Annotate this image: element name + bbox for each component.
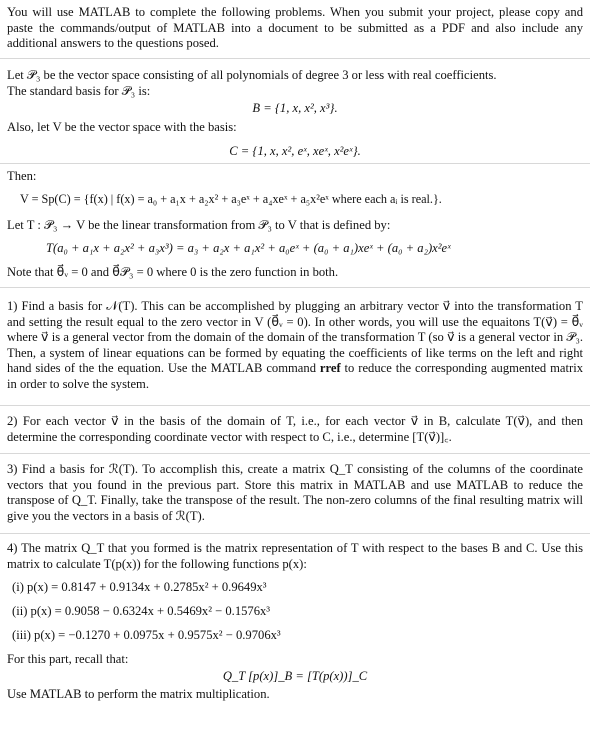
q4-item-ii: (ii) p(x) = 0.9058 − 0.6324x + 0.5469x² − 0.1576x³ <box>12 604 271 618</box>
then-label: Then: <box>7 169 37 183</box>
intro-paragraph: You will use MATLAB to complete the following problems. When you submit your project, please copy and paste the commands/output of MATLAB into a document to be submitted as a PDF and also include any additional answers to the questions posed. <box>7 5 583 51</box>
transformation-definition-line: Let T : 𝒫₃ → V be the linear transformation from 𝒫₃ to V that is defined by: <box>7 218 391 232</box>
standard-basis-label: The standard basis for 𝒫₃ is: <box>7 84 151 98</box>
section-divider <box>0 453 590 454</box>
question-2: 2) For each vector v⃗ in the basis of the domain of T, i.e., for each vector v⃗ in B, calculate T(v⃗), and then determine the corresponding coordinate vector with respect to C, i.e., determine [T(v⃗)]꜀. <box>7 414 583 444</box>
p3-definition-line: Let 𝒫₃ be the vector space consisting of all polynomials of degree 3 or less with real coefficients. <box>7 68 497 82</box>
section-divider <box>0 58 590 59</box>
section-divider <box>0 533 590 534</box>
transformation-formula: T(a₀ + a₁x + a₂x² + a₃x³) = a₃ + a₂x + a₁x² + a₀eˣ + (a₀ + a₁)xeˣ + (a₀ + a₂)x²eˣ <box>46 241 451 255</box>
zero-vector-note: Note that θ⃗ᵥ = 0 and θ⃗𝒫₃ = 0 where 0 is the zero function in both. <box>7 265 339 279</box>
q4-item-i: (i) p(x) = 0.8147 + 0.9134x + 0.2785x² + 0.9649x³ <box>12 580 267 594</box>
section-divider <box>0 405 590 406</box>
rref-command: rref <box>319 361 341 376</box>
question-4: 4) The matrix Q_T that you formed is the matrix representation of T with respect to the bases B and C. Use this matrix to calculate T(p(x)) for the following functions p(x): <box>7 541 583 571</box>
section-divider <box>0 287 590 288</box>
v-space-label: Also, let V be the vector space with the basis: <box>7 120 237 134</box>
section-divider <box>0 163 590 164</box>
question-3: 3) Find a basis for ℛ(T). To accomplish this, create a matrix Q_T consisting of the columns of the coordinate vectors that you found in the previous part. Store this matrix in MATLAB and use MATLAB to reduce the transpose of Q_T. Finally, take the transpose of the result. The non-zero columns of the final resulting matrix will give you the vectors in a basis of ℛ(T). <box>7 462 583 523</box>
final-instruction: Use MATLAB to perform the matrix multiplication. <box>7 687 270 701</box>
q4-item-iii: (iii) p(x) = −0.1270 + 0.0975x + 0.9575x² − 0.9706x³ <box>12 628 281 642</box>
question-1: 1) Find a basis for 𝒩(T). This can be accomplished by plugging an arbitrary vector v⃗ into the transformation T and setting the result equal to the zero vector in V (θ⃗ᵥ = 0). In other words, you will use the equaitons T(v⃗) = θ⃗ᵥ where v⃗ is a general vector from the domain of the domain of the transformation T (so v⃗ is a general vector in 𝒫₃. Then, a system of linear equations can be formed by equating the coefficients of like terms on the left and right hand sides of the the equation. Use the MATLAB command rref to reduce the corresponding augmented matrix in order to solve the system. <box>7 299 583 391</box>
basis-b-equation: B = {1, x, x², x³}. <box>252 101 338 115</box>
recall-label: For this part, recall that: <box>7 652 129 666</box>
basis-c-equation: C = {1, x, x², eˣ, xeˣ, x²eˣ}. <box>229 144 361 158</box>
matrix-relation-formula: Q_T [p(x)]_B = [T(p(x))]_C <box>222 669 368 683</box>
v-span-definition: V = Sp(C) = {f(x) | f(x) = a₀ + a₁x + a₂x² + a₃eˣ + a₄xeˣ + a₅x²eˣ where each aᵢ is real.}. <box>20 192 442 206</box>
